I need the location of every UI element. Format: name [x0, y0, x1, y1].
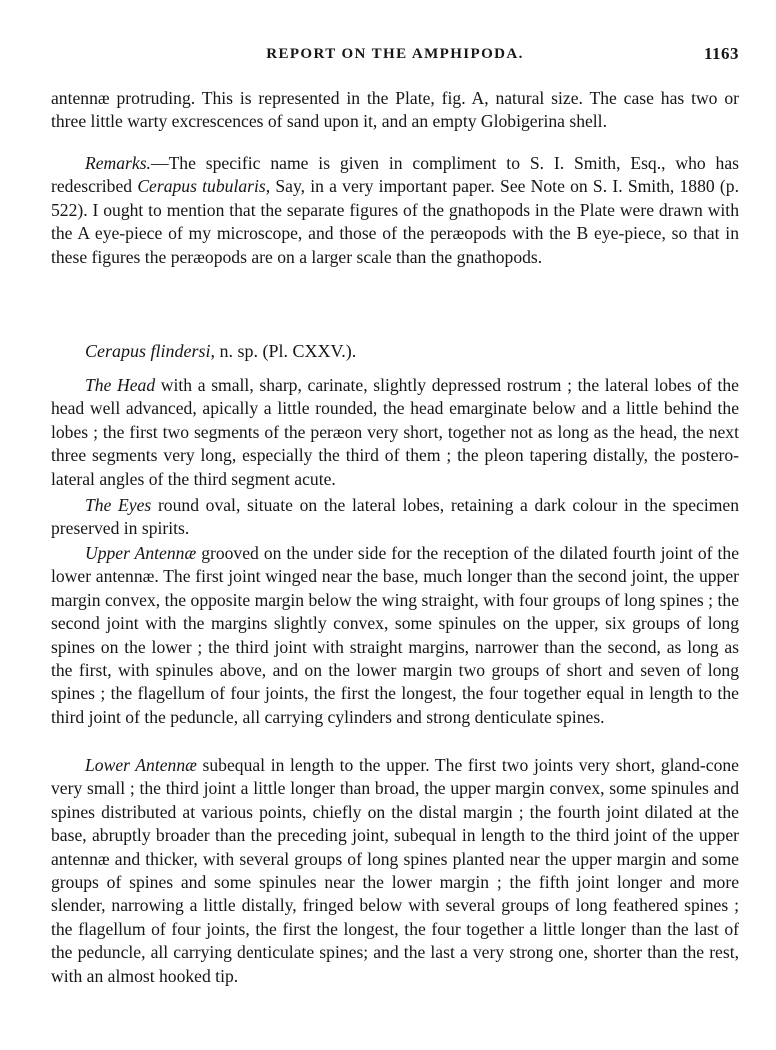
paragraph-upper-antennae	[51, 542, 739, 729]
eyes-label: The Eyes	[85, 495, 152, 515]
upper-antennae-label: Upper Antennæ	[85, 543, 197, 563]
head-label: The Head	[85, 375, 156, 395]
lower-antennae-text: subequal in length to the upper. The first two joints very short, gland-cone very small ; the third joint a little longer than broad, the upper margin convex, some spinules and spines distributed at various points, chiefly on the distal margin ; the fourth joint dilated at the base, abruptly broader than the preceding joint, subequal in length to the third joint of the upper antennæ and thicker, with several groups of long spines planted near the upper margin and some groups of spines and some spinules near the lower margin ; the fifth joint longer and more slender, narrowing a little distally, fringed below with several groups of long feathered spines ; the flagellum of four joints, the first the longest, the four together a little longer than the last of the peduncle, all carrying denticulate spines; and the last a very strong one, shorter than the rest, with an almost hooked tip.	[51, 755, 739, 986]
paragraph-head	[51, 374, 739, 491]
paragraph-case-description	[51, 87, 739, 134]
eyes-text: round oval, situate on the lateral lobes, retaining a dark colour in the specimen preserved in spirits.	[51, 495, 739, 539]
remarks-text-b: , Say, in a very important paper. See Note on S. I. Smith, 1880 (p. 522). I ought to mention that the separate figures of the gnathopods in the Plate were drawn with the A eye-piece of my microscope, and those of the peræopods with the B eye-piece, so that in these figures the peræopods are on a larger scale than the gnathopods.	[51, 176, 739, 267]
head-text: with a small, sharp, carinate, slightly depressed rostrum ; the lateral lobes of the head well advanced, apically a little rounded, the head emarginate below and a little behind the lobes ; the first two segments of the peræon very short, together not as long as the head, the next three segments very long, especially the third of them ; the pleon tapering distally, the postero-lateral angles of the third segment acute.	[51, 375, 739, 489]
em-dash: —	[150, 153, 169, 173]
running-title: REPORT ON THE AMPHIPODA.	[266, 46, 524, 62]
remarks-text-a: The specific name is given in compliment to S. I. Smith, Esq., who has redescribed	[51, 153, 739, 197]
remarks-label: Remarks.	[85, 153, 151, 173]
paragraph-remarks	[51, 152, 739, 269]
paragraph-eyes	[51, 494, 739, 541]
upper-antennae-text: grooved on the under side for the reception of the dilated fourth joint of the lower antennæ. The first joint winged near the base, much longer than the second joint, the upper margin convex, the opposite margin below the wing straight, with four groups of long spines ; the second joint with the margins slightly convex, some spinules on the upper, six groups of long spines on the lower ; the third joint with straight margins, narrower than the second, as long as the first, with spinules above, and on the lower margin two groups of short and seven of long spines ; the flagellum of four joints, the first the longest, the four together equal in length to the third joint of the peduncle, all carrying cylinders and strong denticulate spines.	[51, 543, 739, 727]
species-name: Cerapus tubularis	[137, 176, 266, 197]
species-heading-text: , n. sp. (Pl. CXXV.).	[210, 341, 357, 361]
paragraph-text: antennæ protruding. This is represented in the Plate, fig. A, natural size. The case has two or three little warty excrescences of sand upon it, and an empty Globigerina shell.	[51, 88, 739, 132]
lower-antennae-label: Lower Antennæ	[85, 755, 197, 775]
species-heading-name: Cerapus flindersi	[85, 341, 211, 361]
species-heading	[51, 340, 739, 363]
page-number: 1163	[703, 44, 739, 63]
paragraph-lower-antennae	[51, 754, 739, 988]
running-header	[51, 44, 739, 68]
